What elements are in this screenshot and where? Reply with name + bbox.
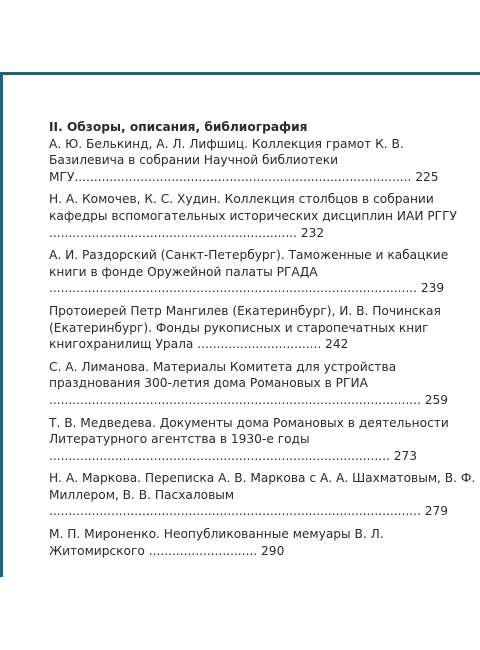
entry-line: Т. В. Медведева. Документы дома Романовых в деятельности bbox=[49, 415, 449, 430]
toc-entry-komochev bbox=[49, 191, 469, 241]
toc-entry-belkind bbox=[49, 136, 469, 186]
entry-line: Литературного агентства в 1930-е годы bbox=[49, 432, 310, 447]
top-margin bbox=[0, 0, 480, 72]
entry-line: книги в фонде Оружейной палаты РГАДА bbox=[49, 264, 318, 279]
entry-line: А. И. Раздорский (Санкт-Петербург). Таможенные и кабацкие bbox=[49, 248, 449, 263]
entry-line: М. П. Мироненко. Неопубликованные мемуары В. Л. bbox=[49, 527, 384, 542]
entry-line: Протоиерей Петр Мангилев (Екатеринбург), И. В. Починская bbox=[49, 303, 441, 318]
entry-line: ................................................................................................ 279 bbox=[49, 504, 449, 519]
entry-line: А. Ю. Белькинд, А. Л. Лифшиц. Коллекция грамот К. В. bbox=[49, 136, 404, 151]
toc-entry-markova bbox=[49, 470, 476, 520]
entry-line: С. А. Лиманова. Материалы Комитета для устройства bbox=[49, 359, 397, 374]
toc-entry-medvedeva bbox=[49, 415, 469, 465]
entry-line: празднования 300-летия дома Романовых в РГИА bbox=[49, 376, 368, 391]
bottom-margin bbox=[0, 577, 480, 650]
entry-line: ............................................................................................... 239 bbox=[49, 281, 445, 296]
entry-line: МГУ....................................................................................... 225 bbox=[49, 169, 439, 184]
toc-entry-limanova bbox=[49, 359, 469, 409]
entry-line: ................................................................ 232 bbox=[49, 225, 325, 240]
entry-line: кафедры вспомогательных исторических дисциплин ИАИ РГГУ bbox=[49, 208, 457, 223]
table-of-contents bbox=[49, 119, 476, 565]
section-title: II. Обзоры, описания, библиография bbox=[49, 120, 308, 134]
entry-line: Миллером, В. В. Пасхаловым bbox=[49, 487, 235, 502]
entry-line: книгохранилищ Урала ................................ 242 bbox=[49, 337, 349, 352]
toc-entry-razdorsky bbox=[49, 247, 469, 297]
entry-line: Житомирского ............................ 290 bbox=[49, 543, 285, 558]
entry-line: Н. А. Маркова. Переписка А. В. Маркова с А. А. Шахматовым, В. Ф. bbox=[49, 471, 476, 486]
document-panel bbox=[0, 72, 480, 577]
entry-line: (Екатеринбург). Фонды рукописных и старопечатных книг bbox=[49, 320, 429, 335]
entry-line: ........................................................................................ 273 bbox=[49, 448, 418, 463]
toc-entry-mironenko bbox=[49, 526, 469, 559]
entry-line: ................................................................................................ 259 bbox=[49, 392, 449, 407]
entry-line: Н. А. Комочев, К. С. Худин. Коллекция столбцов в собрании bbox=[49, 192, 434, 207]
entry-line: Базилевича в собрании Научной библиотеки bbox=[49, 153, 339, 168]
toc-entry-mangilev bbox=[49, 303, 469, 353]
